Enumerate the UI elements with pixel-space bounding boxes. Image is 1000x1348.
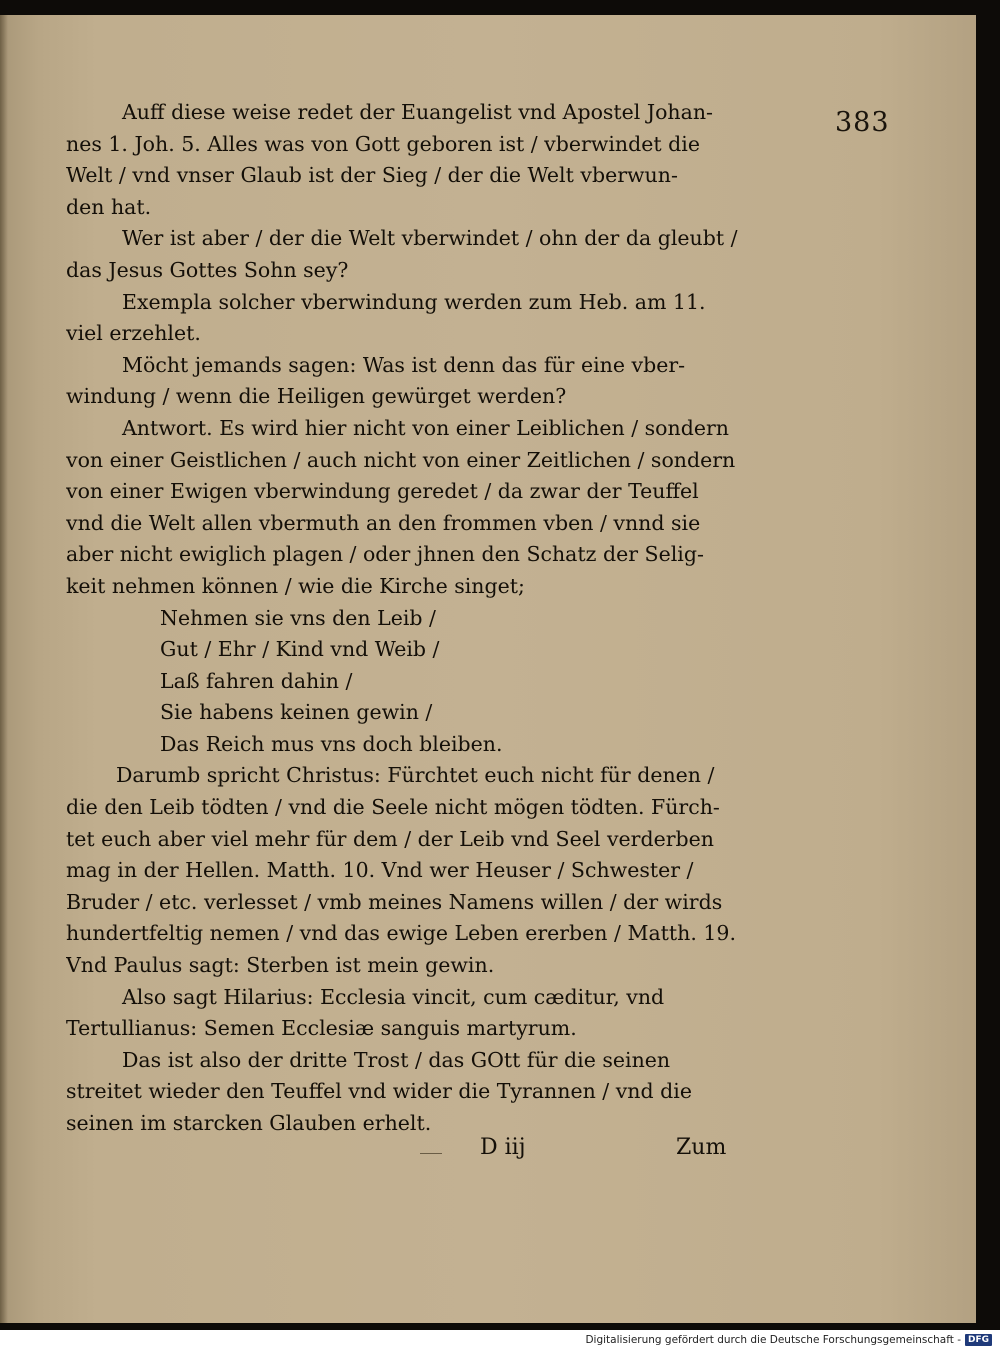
text-line: vnd die Welt allen vbermuth an den frommen vben / vnnd sie bbox=[66, 510, 701, 535]
text-line: viel erzehlet. bbox=[66, 321, 201, 346]
text-line: Das ist also der dritte Trost / das GOtt für die seinen bbox=[122, 1047, 671, 1072]
text-line: Tertullianus: Semen Ecclesiæ sanguis martyrum. bbox=[66, 1016, 577, 1041]
text-line: den hat. bbox=[66, 194, 152, 219]
text-line: hundertfeltig nemen / vnd das ewige Leben ererben / Matth. 19. bbox=[66, 921, 736, 946]
text-line: die den Leib tödten / vnd die Seele nicht mögen tödten. Fürch- bbox=[66, 795, 720, 820]
footer-rule bbox=[420, 1153, 442, 1154]
text-line: Gut / Ehr / Kind vnd Weib / bbox=[160, 637, 440, 662]
text-line: Nehmen sie vns den Leib / bbox=[160, 605, 436, 630]
text-line: Vnd Paulus sagt: Sterben ist mein gewin. bbox=[66, 953, 495, 978]
signature-mark: D iij bbox=[480, 1135, 526, 1160]
text-line: streitet wieder den Teuffel vnd wider die Tyrannen / vnd die bbox=[66, 1079, 692, 1104]
body-text bbox=[66, 97, 766, 1140]
page-number: 383 bbox=[835, 107, 890, 138]
text-line: Sie habens keinen gewin / bbox=[160, 700, 433, 725]
credit-text: Digitalisierung gefördert durch die Deutsche Forschungsgemeinschaft - bbox=[585, 1334, 961, 1346]
text-line: Wer ist aber / der die Welt vberwindet / ohn der da gleubt / bbox=[122, 226, 738, 251]
text-line: seinen im starcken Glauben erhelt. bbox=[66, 1111, 432, 1135]
text-line: mag in der Hellen. Matth. 10. Vnd wer Heuser / Schwester / bbox=[66, 858, 694, 883]
text-line: Auff diese weise redet der Euangelist vnd Apostel Johan- bbox=[122, 100, 713, 124]
text-line: Laß fahren dahin / bbox=[160, 668, 353, 693]
text-line: Exempla solcher vberwindung werden zum Heb. am 11. bbox=[122, 289, 706, 314]
text-line: Darumb spricht Christus: Fürchtet euch nicht für denen / bbox=[116, 763, 715, 788]
book-page bbox=[0, 15, 976, 1323]
text-line: Möcht jemands sagen: Was ist denn das für eine vber- bbox=[122, 352, 686, 377]
text-line: von einer Geistlichen / auch nicht von einer Zeitlichen / sondern bbox=[66, 447, 736, 472]
text-line: keit nehmen können / wie die Kirche singet; bbox=[66, 573, 525, 598]
text-line: windung / wenn die Heiligen gewürget werden? bbox=[66, 384, 567, 409]
text-line: Antwort. Es wird hier nicht von einer Leiblichen / sondern bbox=[122, 415, 729, 440]
catchword: Zum bbox=[676, 1135, 727, 1160]
text-line: von einer Ewigen vberwindung geredet / da zwar der Teuffel bbox=[66, 479, 699, 504]
text-line: aber nicht ewiglich plagen / oder jhnen den Schatz der Selig- bbox=[66, 542, 704, 567]
text-line: nes 1. Joh. 5. Alles was von Gott geboren ist / vberwindet die bbox=[66, 131, 700, 156]
text-line: tet euch aber viel mehr für dem / der Leib vnd Seel verderben bbox=[66, 826, 714, 851]
text-line: Also sagt Hilarius: Ecclesia vincit, cum cæditur, vnd bbox=[122, 984, 665, 1009]
digitization-credit bbox=[585, 1334, 992, 1346]
text-line: Das Reich mus vns doch bleiben. bbox=[160, 731, 503, 756]
page-footer bbox=[0, 1135, 976, 1175]
dfg-logo: DFG bbox=[965, 1334, 992, 1346]
text-line: Welt / vnd vnser Glaub ist der Sieg / der die Welt vberwun- bbox=[66, 163, 678, 188]
text-line: Bruder / etc. verlesset / vmb meines Namens willen / der wirds bbox=[66, 889, 723, 914]
text-line: das Jesus Gottes Sohn sey? bbox=[66, 257, 349, 282]
